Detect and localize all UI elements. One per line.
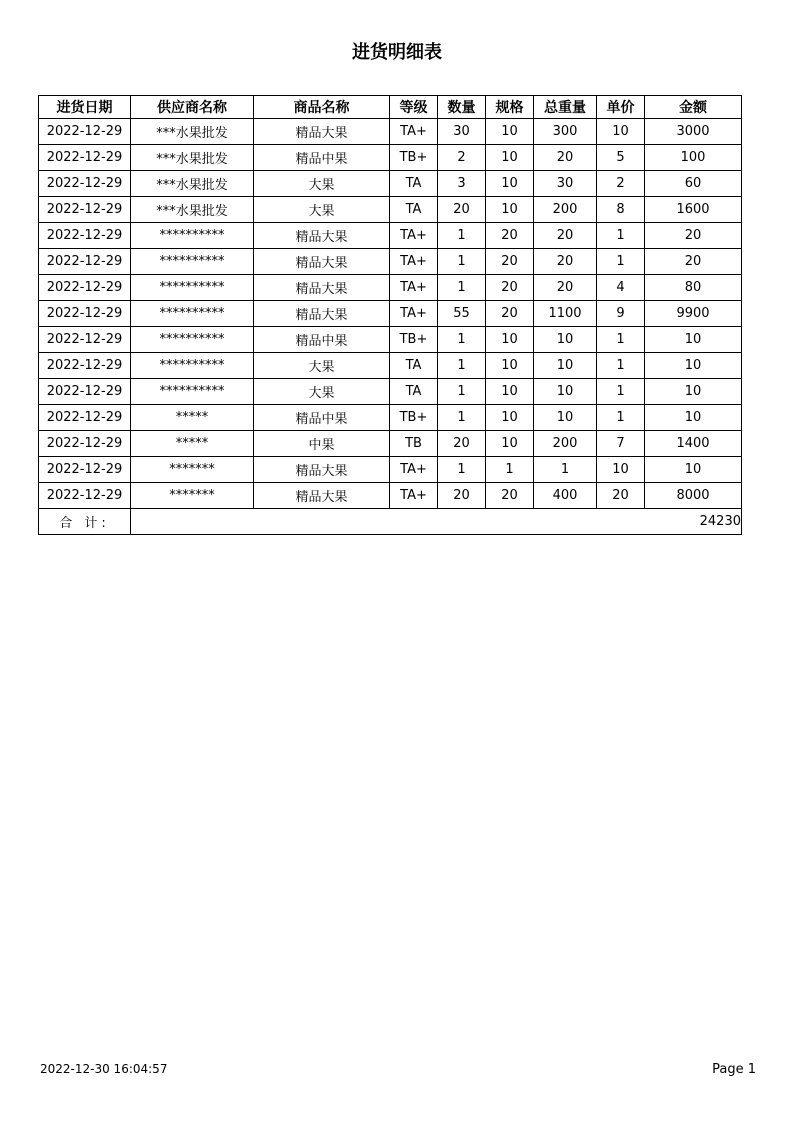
total-label: 合 计: bbox=[39, 509, 131, 535]
table-body bbox=[39, 119, 742, 509]
cell-spec: 10 bbox=[486, 379, 534, 405]
cell-total-weight: 400 bbox=[534, 483, 597, 509]
cell-grade: TA+ bbox=[390, 119, 438, 145]
cell-product: 精品中果 bbox=[254, 327, 390, 353]
cell-grade: TA+ bbox=[390, 275, 438, 301]
cell-spec: 10 bbox=[486, 431, 534, 457]
cell-total-weight: 20 bbox=[534, 275, 597, 301]
cell-quantity: 1 bbox=[438, 353, 486, 379]
cell-product: 精品大果 bbox=[254, 301, 390, 327]
cell-spec: 20 bbox=[486, 301, 534, 327]
cell-amount: 9900 bbox=[645, 301, 742, 327]
cell-date: 2022-12-29 bbox=[39, 431, 131, 457]
cell-total-weight: 10 bbox=[534, 353, 597, 379]
table-row bbox=[39, 405, 742, 431]
cell-product: 大果 bbox=[254, 171, 390, 197]
cell-spec: 10 bbox=[486, 119, 534, 145]
cell-unit-price: 8 bbox=[597, 197, 645, 223]
cell-unit-price: 1 bbox=[597, 249, 645, 275]
cell-quantity: 30 bbox=[438, 119, 486, 145]
table-row bbox=[39, 353, 742, 379]
cell-grade: TA bbox=[390, 197, 438, 223]
cell-unit-price: 1 bbox=[597, 379, 645, 405]
cell-date: 2022-12-29 bbox=[39, 119, 131, 145]
cell-quantity: 1 bbox=[438, 405, 486, 431]
cell-spec: 20 bbox=[486, 223, 534, 249]
cell-date: 2022-12-29 bbox=[39, 223, 131, 249]
cell-date: 2022-12-29 bbox=[39, 171, 131, 197]
cell-grade: TB+ bbox=[390, 405, 438, 431]
cell-amount: 80 bbox=[645, 275, 742, 301]
cell-total-weight: 200 bbox=[534, 197, 597, 223]
cell-product: 中果 bbox=[254, 431, 390, 457]
table-row bbox=[39, 223, 742, 249]
cell-supplier: ***水果批发 bbox=[131, 119, 254, 145]
cell-date: 2022-12-29 bbox=[39, 405, 131, 431]
cell-quantity: 20 bbox=[438, 431, 486, 457]
cell-total-weight: 1 bbox=[534, 457, 597, 483]
cell-spec: 20 bbox=[486, 249, 534, 275]
cell-total-weight: 20 bbox=[534, 223, 597, 249]
cell-quantity: 1 bbox=[438, 223, 486, 249]
page-number: Page 1 bbox=[712, 1062, 756, 1077]
cell-supplier: ***** bbox=[131, 431, 254, 457]
cell-amount: 20 bbox=[645, 249, 742, 275]
cell-unit-price: 10 bbox=[597, 119, 645, 145]
cell-unit-price: 1 bbox=[597, 327, 645, 353]
cell-total-weight: 10 bbox=[534, 379, 597, 405]
cell-grade: TA bbox=[390, 171, 438, 197]
cell-total-weight: 10 bbox=[534, 405, 597, 431]
cell-supplier: ***水果批发 bbox=[131, 171, 254, 197]
cell-supplier: ******* bbox=[131, 483, 254, 509]
cell-date: 2022-12-29 bbox=[39, 301, 131, 327]
cell-product: 精品大果 bbox=[254, 275, 390, 301]
cell-date: 2022-12-29 bbox=[39, 275, 131, 301]
cell-supplier: ********** bbox=[131, 301, 254, 327]
cell-product: 精品大果 bbox=[254, 483, 390, 509]
cell-grade: TB+ bbox=[390, 327, 438, 353]
cell-unit-price: 4 bbox=[597, 275, 645, 301]
cell-date: 2022-12-29 bbox=[39, 457, 131, 483]
cell-spec: 10 bbox=[486, 145, 534, 171]
cell-unit-price: 2 bbox=[597, 171, 645, 197]
cell-spec: 10 bbox=[486, 405, 534, 431]
cell-product: 精品大果 bbox=[254, 119, 390, 145]
header-quantity: 数量 bbox=[438, 96, 486, 119]
cell-amount: 8000 bbox=[645, 483, 742, 509]
cell-grade: TA+ bbox=[390, 483, 438, 509]
cell-quantity: 2 bbox=[438, 145, 486, 171]
cell-product: 大果 bbox=[254, 353, 390, 379]
table-row bbox=[39, 275, 742, 301]
cell-grade: TA+ bbox=[390, 223, 438, 249]
cell-spec: 10 bbox=[486, 171, 534, 197]
cell-supplier: ********** bbox=[131, 327, 254, 353]
table-row bbox=[39, 483, 742, 509]
cell-supplier: ********** bbox=[131, 353, 254, 379]
cell-unit-price: 1 bbox=[597, 405, 645, 431]
cell-quantity: 3 bbox=[438, 171, 486, 197]
table-row bbox=[39, 197, 742, 223]
cell-amount: 10 bbox=[645, 405, 742, 431]
cell-amount: 1600 bbox=[645, 197, 742, 223]
table-row bbox=[39, 301, 742, 327]
cell-date: 2022-12-29 bbox=[39, 145, 131, 171]
cell-grade: TB bbox=[390, 431, 438, 457]
cell-spec: 1 bbox=[486, 457, 534, 483]
table-row bbox=[39, 457, 742, 483]
total-amount: 24230 bbox=[131, 509, 742, 535]
cell-total-weight: 30 bbox=[534, 171, 597, 197]
cell-supplier: ***水果批发 bbox=[131, 145, 254, 171]
table-row bbox=[39, 379, 742, 405]
cell-quantity: 1 bbox=[438, 327, 486, 353]
cell-date: 2022-12-29 bbox=[39, 353, 131, 379]
cell-product: 大果 bbox=[254, 379, 390, 405]
cell-amount: 20 bbox=[645, 223, 742, 249]
cell-spec: 10 bbox=[486, 353, 534, 379]
cell-supplier: ********** bbox=[131, 223, 254, 249]
cell-grade: TB+ bbox=[390, 145, 438, 171]
print-timestamp: 2022-12-30 16:04:57 bbox=[40, 1062, 168, 1076]
cell-grade: TA+ bbox=[390, 301, 438, 327]
cell-product: 精品大果 bbox=[254, 457, 390, 483]
cell-spec: 10 bbox=[486, 327, 534, 353]
cell-unit-price: 20 bbox=[597, 483, 645, 509]
cell-total-weight: 10 bbox=[534, 327, 597, 353]
cell-quantity: 20 bbox=[438, 197, 486, 223]
cell-quantity: 1 bbox=[438, 275, 486, 301]
cell-date: 2022-12-29 bbox=[39, 249, 131, 275]
cell-unit-price: 9 bbox=[597, 301, 645, 327]
cell-unit-price: 10 bbox=[597, 457, 645, 483]
cell-date: 2022-12-29 bbox=[39, 379, 131, 405]
header-unit-price: 单价 bbox=[597, 96, 645, 119]
table-row bbox=[39, 145, 742, 171]
cell-date: 2022-12-29 bbox=[39, 327, 131, 353]
page-title: 进货明细表 bbox=[352, 42, 442, 63]
cell-total-weight: 300 bbox=[534, 119, 597, 145]
header-date: 进货日期 bbox=[39, 96, 131, 119]
cell-unit-price: 1 bbox=[597, 353, 645, 379]
cell-amount: 10 bbox=[645, 379, 742, 405]
header-supplier: 供应商名称 bbox=[131, 96, 254, 119]
cell-amount: 10 bbox=[645, 353, 742, 379]
cell-product: 精品大果 bbox=[254, 249, 390, 275]
cell-total-weight: 20 bbox=[534, 249, 597, 275]
cell-amount: 100 bbox=[645, 145, 742, 171]
header-grade: 等级 bbox=[390, 96, 438, 119]
table-row bbox=[39, 327, 742, 353]
table-row bbox=[39, 431, 742, 457]
header-total-weight: 总重量 bbox=[534, 96, 597, 119]
cell-total-weight: 20 bbox=[534, 145, 597, 171]
header-product: 商品名称 bbox=[254, 96, 390, 119]
cell-product: 大果 bbox=[254, 197, 390, 223]
cell-supplier: ********** bbox=[131, 379, 254, 405]
cell-product: 精品大果 bbox=[254, 223, 390, 249]
header-amount: 金额 bbox=[645, 96, 742, 119]
purchase-detail-table bbox=[38, 95, 742, 535]
cell-date: 2022-12-29 bbox=[39, 483, 131, 509]
cell-total-weight: 200 bbox=[534, 431, 597, 457]
cell-date: 2022-12-29 bbox=[39, 197, 131, 223]
cell-supplier: ***水果批发 bbox=[131, 197, 254, 223]
cell-product: 精品中果 bbox=[254, 405, 390, 431]
header-spec: 规格 bbox=[486, 96, 534, 119]
cell-unit-price: 7 bbox=[597, 431, 645, 457]
cell-quantity: 1 bbox=[438, 379, 486, 405]
cell-quantity: 20 bbox=[438, 483, 486, 509]
cell-grade: TA bbox=[390, 379, 438, 405]
cell-amount: 3000 bbox=[645, 119, 742, 145]
cell-amount: 60 bbox=[645, 171, 742, 197]
cell-amount: 10 bbox=[645, 457, 742, 483]
cell-supplier: ********** bbox=[131, 275, 254, 301]
cell-quantity: 55 bbox=[438, 301, 486, 327]
cell-total-weight: 1100 bbox=[534, 301, 597, 327]
cell-grade: TA+ bbox=[390, 457, 438, 483]
cell-unit-price: 1 bbox=[597, 223, 645, 249]
table-row bbox=[39, 249, 742, 275]
cell-quantity: 1 bbox=[438, 457, 486, 483]
cell-supplier: ********** bbox=[131, 249, 254, 275]
cell-supplier: ******* bbox=[131, 457, 254, 483]
cell-grade: TA bbox=[390, 353, 438, 379]
cell-quantity: 1 bbox=[438, 249, 486, 275]
total-row bbox=[39, 509, 742, 535]
table-row bbox=[39, 171, 742, 197]
cell-grade: TA+ bbox=[390, 249, 438, 275]
cell-unit-price: 5 bbox=[597, 145, 645, 171]
table-row bbox=[39, 119, 742, 145]
cell-spec: 20 bbox=[486, 483, 534, 509]
cell-supplier: ***** bbox=[131, 405, 254, 431]
cell-spec: 20 bbox=[486, 275, 534, 301]
table-header-row bbox=[39, 96, 742, 119]
cell-amount: 10 bbox=[645, 327, 742, 353]
cell-product: 精品中果 bbox=[254, 145, 390, 171]
cell-spec: 10 bbox=[486, 197, 534, 223]
cell-amount: 1400 bbox=[645, 431, 742, 457]
